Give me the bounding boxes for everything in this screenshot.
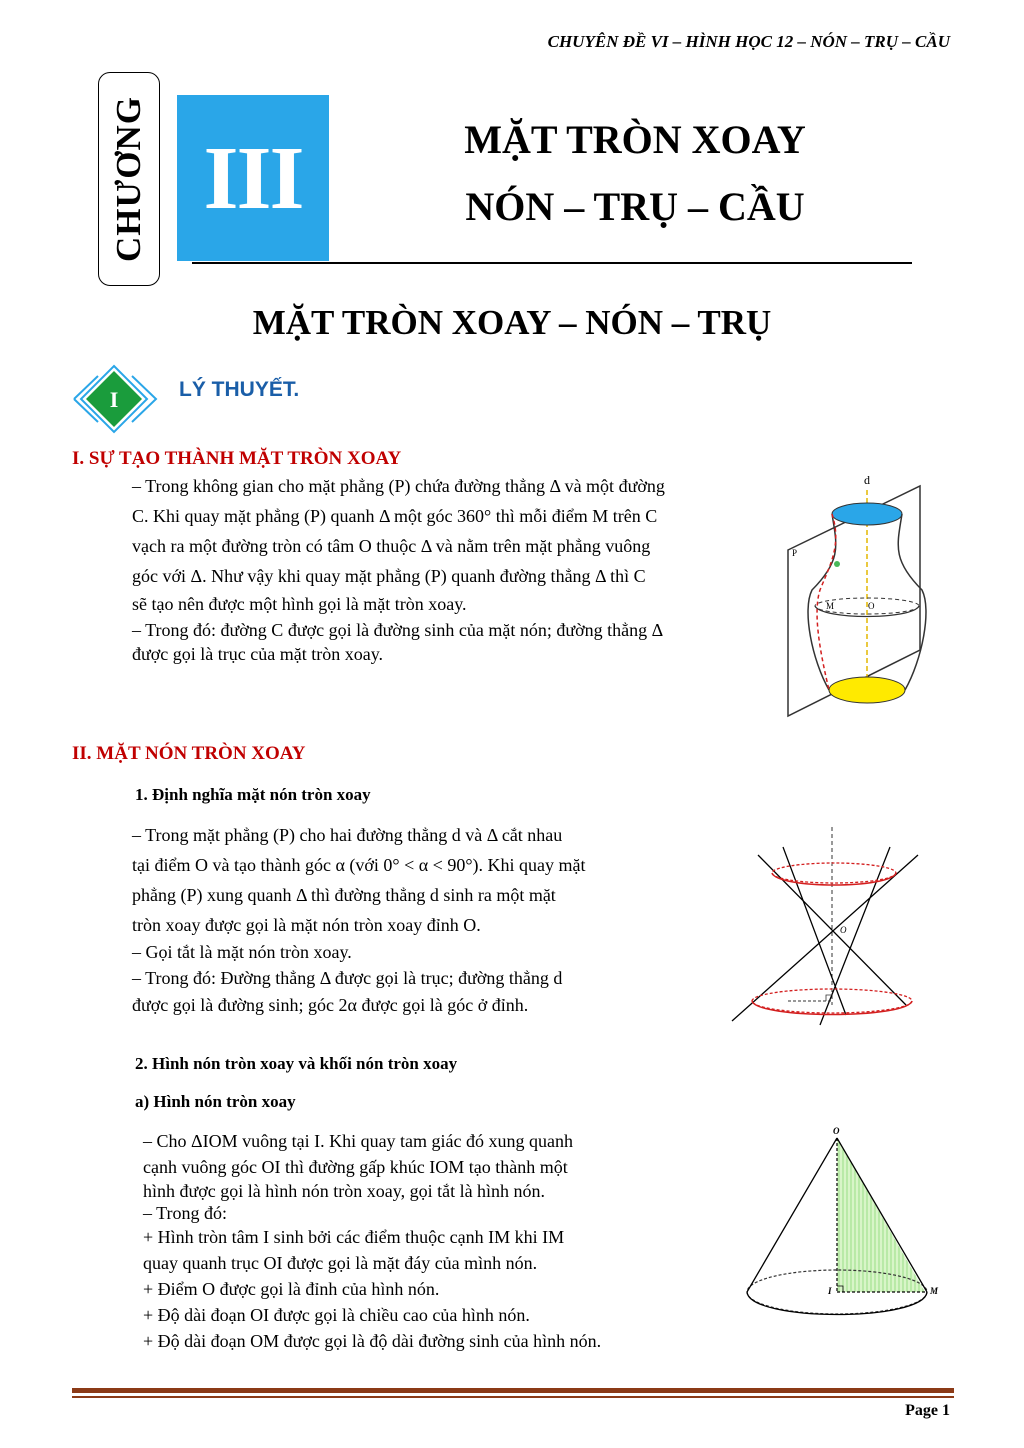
s2-heading: II. MẶT NÓN TRÒN XOAY <box>72 743 306 764</box>
s2-line: hình được gọi là hình nón tròn xoay, gọi tắt là hình nón. <box>143 1181 546 1201</box>
s2-line: – Trong đó: <box>143 1203 228 1223</box>
s2-line: quay quanh trục OI được gọi là mặt đáy của mình nón. <box>143 1253 538 1273</box>
vase-label-m: M <box>826 601 835 611</box>
s2-line: được gọi là đường sinh; góc 2α được gọi là góc ở đỉnh. <box>132 995 529 1015</box>
s1-heading: I. SỰ TẠO THÀNH MẶT TRÒN XOAY <box>72 448 402 469</box>
chapter-number: III <box>203 128 303 228</box>
s2-sub1: 1. Định nghĩa mặt nón tròn xoay <box>135 785 371 804</box>
double-cone-figure <box>728 815 943 1030</box>
s2-line: tại điểm O và tạo thành góc α (với 0° < α < 90°). Khi quay mặt <box>132 855 586 875</box>
chapter-title-line2: NÓN – TRỤ – CẦU <box>465 184 805 229</box>
running-header: CHUYÊN ĐỀ VI – HÌNH HỌC 12 – NÓN – TRỤ – CẦU <box>547 32 950 51</box>
part-diamond-icon <box>72 364 162 434</box>
s1-line: – Trong không gian cho mặt phẳng (P) chứa đường thẳng Δ và một đường <box>132 476 665 496</box>
s2-line: + Độ dài đoạn OI được gọi là chiều cao của hình nón. <box>143 1305 530 1325</box>
s2-line: – Cho ΔIOM vuông tại I. Khi quay tam giác đó xung quanh <box>143 1131 574 1151</box>
s1-line: – Trong đó: đường C được gọi là đường sinh của mặt nón; đường thẳng Δ <box>132 620 664 640</box>
s2-line: + Độ dài đoạn OM được gọi là độ dài đường sinh của hình nón. <box>143 1331 602 1351</box>
s2-line: – Gọi tắt là mặt nón tròn xoay. <box>132 942 352 962</box>
s1-line: vạch ra một đường tròn có tâm O thuộc Δ và nằm trên mặt phẳng vuông <box>132 536 651 556</box>
vase-label-o: O <box>868 601 875 611</box>
part-label: LÝ THUYẾT. <box>179 378 300 401</box>
vase-label-p: P <box>792 548 798 558</box>
cone-label-i: I <box>828 1286 832 1296</box>
cone-figure <box>745 1122 945 1322</box>
s1-line: được gọi là trục của mặt tròn xoay. <box>132 644 384 664</box>
vase-label-d: d <box>864 473 870 487</box>
s2-body1 <box>132 820 660 1018</box>
section-title: MẶT TRÒN XOAY – NÓN – TRỤ <box>252 303 772 342</box>
s2-body2 <box>143 1128 668 1354</box>
s1-body <box>132 472 758 666</box>
s1-line: góc với Δ. Như vậy khi quay mặt phẳng (P) quanh đường thẳng Δ thì C <box>132 566 646 586</box>
cone2-label-o: O <box>840 925 847 935</box>
s2-line: cạnh vuông góc OI thì đường gấp khúc IOM tạo thành một <box>143 1157 568 1177</box>
chapter-title-line1: MẶT TRÒN XOAY <box>464 117 806 162</box>
cone-label-o: O <box>833 1126 840 1136</box>
footer-rule-thick <box>72 1388 954 1393</box>
s2-line: – Trong mặt phẳng (P) cho hai đường thẳng d và Δ cắt nhau <box>132 825 563 845</box>
s2-line: tròn xoay được gọi là mặt nón tròn xoay đỉnh O. <box>132 915 481 935</box>
chapter-label <box>98 72 160 286</box>
s2-line: – Trong đó: Đường thẳng Δ được gọi là trục; đường thẳng d <box>132 968 563 988</box>
s1-line: C. Khi quay mặt phẳng (P) quanh Δ một góc 360° thì mỗi điểm M trên C <box>132 506 658 526</box>
chapter-label-text: CHƯƠNG <box>109 95 148 263</box>
s2-sub2: 2. Hình nón tròn xoay và khối nón tròn xoay <box>135 1054 458 1073</box>
s2-line: + Hình tròn tâm I sinh bởi các điểm thuộc cạnh IM khi IM <box>143 1227 565 1247</box>
s1-line: sẽ tạo nên được một hình gọi là mặt tròn xoay. <box>132 594 467 614</box>
vase-figure <box>782 470 932 720</box>
page-number: Page 1 <box>905 1402 950 1419</box>
chapter-underline <box>192 262 912 264</box>
s2-sub3: a) Hình nón tròn xoay <box>135 1092 296 1111</box>
s2-line: + Điểm O được gọi là đỉnh của hình nón. <box>143 1279 440 1299</box>
cone-label-m: M <box>930 1286 939 1296</box>
part-badge: I <box>109 387 119 412</box>
s2-line: phẳng (P) xung quanh Δ thì đường thẳng d sinh ra một mặt <box>132 885 556 905</box>
footer-rule-thin <box>72 1396 954 1398</box>
